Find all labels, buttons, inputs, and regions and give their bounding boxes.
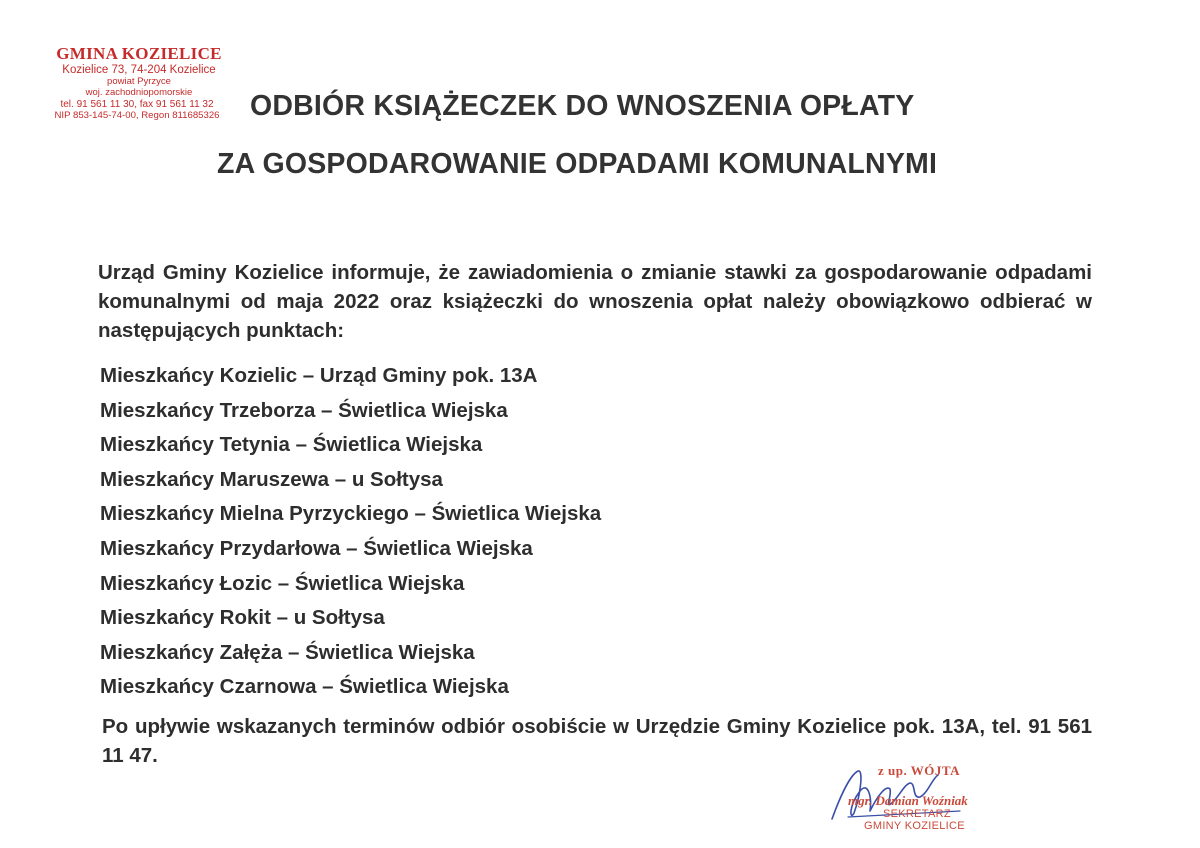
- signature-block: [820, 757, 1030, 837]
- pickup-point: Mieszkańcy Czarnowa – Świetlica Wiejska: [100, 675, 509, 699]
- signature-office: GMINY KOZIELICE: [864, 820, 965, 832]
- pickup-point: Mieszkańcy Trzeborza – Świetlica Wiejska: [100, 398, 508, 422]
- pickup-point: Mieszkańcy Załęża – Świetlica Wiejska: [100, 640, 475, 664]
- stamp-name: GMINA KOZIELICE: [56, 44, 222, 63]
- signature-authority: z up. WÓJTA: [878, 763, 960, 778]
- signature-role: SEKRETARZ: [883, 808, 951, 820]
- stamp-registry: NIP 853-145-74-00, Regon 811685326: [54, 110, 220, 122]
- document-title-line2: ZA GOSPODAROWANIE ODPADAMI KOMUNALNYMI: [217, 148, 938, 180]
- intro-paragraph: Urząd Gminy Kozielice informuje, że zawiadomienia o zmianie stawki za gospodarowanie odpadami komunalnymi od maja 2022 oraz książeczki do wnoszenia opłat należy obowiązkowo odbierać w następujących punktach:: [98, 261, 1092, 342]
- stamp-province: woj. zachodniopomorskie: [85, 86, 193, 98]
- stamp-county: powiat Pyrzyce: [107, 75, 171, 87]
- pickup-point: Mieszkańcy Kozielic – Urząd Gminy pok. 13A: [100, 364, 538, 387]
- pickup-point: Mieszkańcy Maruszewa – u Sołtysa: [100, 467, 443, 491]
- pickup-points-list: [100, 359, 1100, 705]
- pickup-point: Mieszkańcy Tetynia – Świetlica Wiejska: [100, 433, 483, 457]
- closing-paragraph: Po upływie wskazanych terminów odbiór osobiście w Urzędzie Gminy Kozielice pok. 13A, tel. 91 561 11 47.: [102, 715, 1092, 767]
- pickup-point: Mieszkańcy Rokit – u Sołtysa: [100, 606, 385, 630]
- pickup-point: Mieszkańcy Przydarłowa – Świetlica Wiejska: [100, 536, 533, 560]
- municipality-stamp: [38, 44, 240, 121]
- signature-name: mgr. Damian Woźniak: [848, 793, 968, 808]
- stamp-phone: tel. 91 561 11 30, fax 91 561 11 32: [60, 98, 214, 110]
- pickup-point: Mieszkańcy Mielna Pyrzyckiego – Świetlica Wiejska: [100, 502, 602, 526]
- pickup-point: Mieszkańcy Łozic – Świetlica Wiejska: [100, 571, 465, 595]
- stamp-address: Kozielice 73, 74-204 Kozielice: [62, 63, 216, 76]
- document-title-line1: ODBIÓR KSIĄŻECZEK DO WNOSZENIA OPŁATY: [250, 90, 915, 122]
